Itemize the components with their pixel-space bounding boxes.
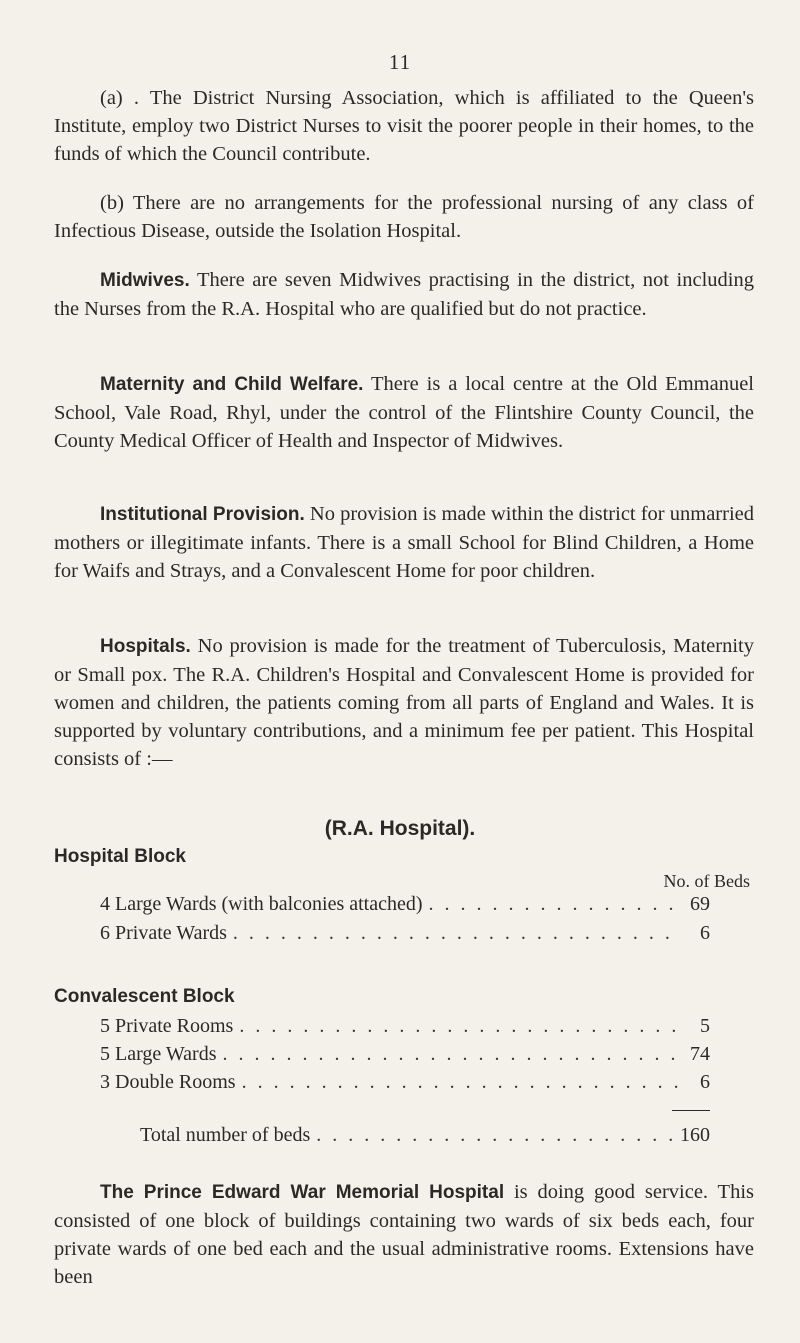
total-rule — [672, 1110, 710, 1111]
row-value: 74 — [690, 1043, 710, 1065]
row-value: 6 — [700, 922, 710, 944]
paragraph-district-nursing — [54, 84, 754, 168]
paragraph-text: No provision is made for the treatment of Tuberculosis, Maternity or Small pox. The R.A. Children's Hospital and Convalescent Home is provided for women and children, the patients coming from all parts of England and Wales. It is supported by voluntary contributions, and a minimum fee per patient. This Hospital consists of :— — [54, 635, 754, 770]
total-label: Total number of beds — [140, 1124, 311, 1146]
table-row — [100, 893, 710, 916]
section-heading-institutional: Institutional Provision. — [100, 504, 305, 525]
paragraph-midwives — [54, 266, 754, 323]
row-value: 5 — [700, 1015, 710, 1037]
paragraph-institutional — [54, 500, 754, 585]
dot-leader — [242, 1071, 678, 1094]
paragraph-text: (b) There are no arrangements for the professional nursing of any class of Infectious Disease, outside the Isolation Hospital. — [54, 192, 754, 242]
paragraph-maternity — [54, 370, 754, 455]
dot-leader — [239, 1015, 678, 1038]
row-value: 6 — [700, 1071, 710, 1093]
dot-leader — [429, 893, 678, 916]
row-label: 4 Large Wards (with balconies attached) — [100, 893, 423, 915]
paragraph-text: There is a local centre at the Old Emmanuel School, Vale Road, Rhyl, under the control of the Flintshire County Council, the County Medical Officer of Health and Inspector of Midwives. — [54, 373, 754, 452]
section-heading-prince-edward: The Prince Edward War Memorial Hospital — [100, 1182, 505, 1203]
table-title: (R.A. Hospital). — [324, 817, 476, 840]
section-heading-midwives: Midwives. — [100, 270, 190, 291]
paragraph-text: is doing good service. This consisted of one block of buildings containing two wards of six beds each, four private wards of one bed each and the usual administrative rooms. Extensions have been — [54, 1181, 754, 1288]
row-value: 69 — [690, 893, 710, 915]
table-row — [100, 1043, 710, 1066]
page-number: 11 — [388, 50, 412, 74]
row-label: 3 Double Rooms — [100, 1071, 236, 1093]
paragraph-hospitals — [54, 632, 754, 773]
dot-leader — [233, 922, 678, 945]
table-row — [100, 1071, 710, 1094]
section-heading-maternity: Maternity and Child Welfare. — [100, 374, 364, 395]
row-label: 5 Large Wards — [100, 1043, 217, 1065]
hospital-block-heading: Hospital Block — [54, 846, 186, 867]
paragraph-infectious-nursing — [54, 189, 754, 245]
beds-column-header: No. of Beds — [663, 871, 750, 891]
table-row — [100, 922, 710, 945]
total-row — [140, 1124, 710, 1147]
dot-leader — [316, 1124, 674, 1147]
total-value: 160 — [680, 1124, 710, 1146]
row-label: 6 Private Wards — [100, 922, 227, 944]
paragraph-text: No provision is made within the district for unmarried mothers or illegitimate infants. There is a small School for Blind Children, a Home for Waifs and Strays, and a Convalescent Home for poor children. — [54, 503, 755, 582]
dot-leader — [223, 1043, 678, 1066]
section-heading-hospitals: Hospitals. — [100, 636, 191, 657]
convalescent-block-heading: Convalescent Block — [54, 986, 235, 1007]
table-row — [100, 1015, 710, 1038]
paragraph-text: There are seven Midwives practising in the district, not including the Nurses from the R.A. Hospital who are qualified but do not practice. — [54, 269, 754, 320]
row-label: 5 Private Rooms — [100, 1015, 234, 1037]
paragraph-text: (a) . The District Nursing Association, which is affiliated to the Queen's Institute, employ two District Nurses to visit the poorer people in their homes, to the funds of which the Council contribute. — [54, 87, 754, 165]
paragraph-prince-edward — [54, 1178, 754, 1291]
